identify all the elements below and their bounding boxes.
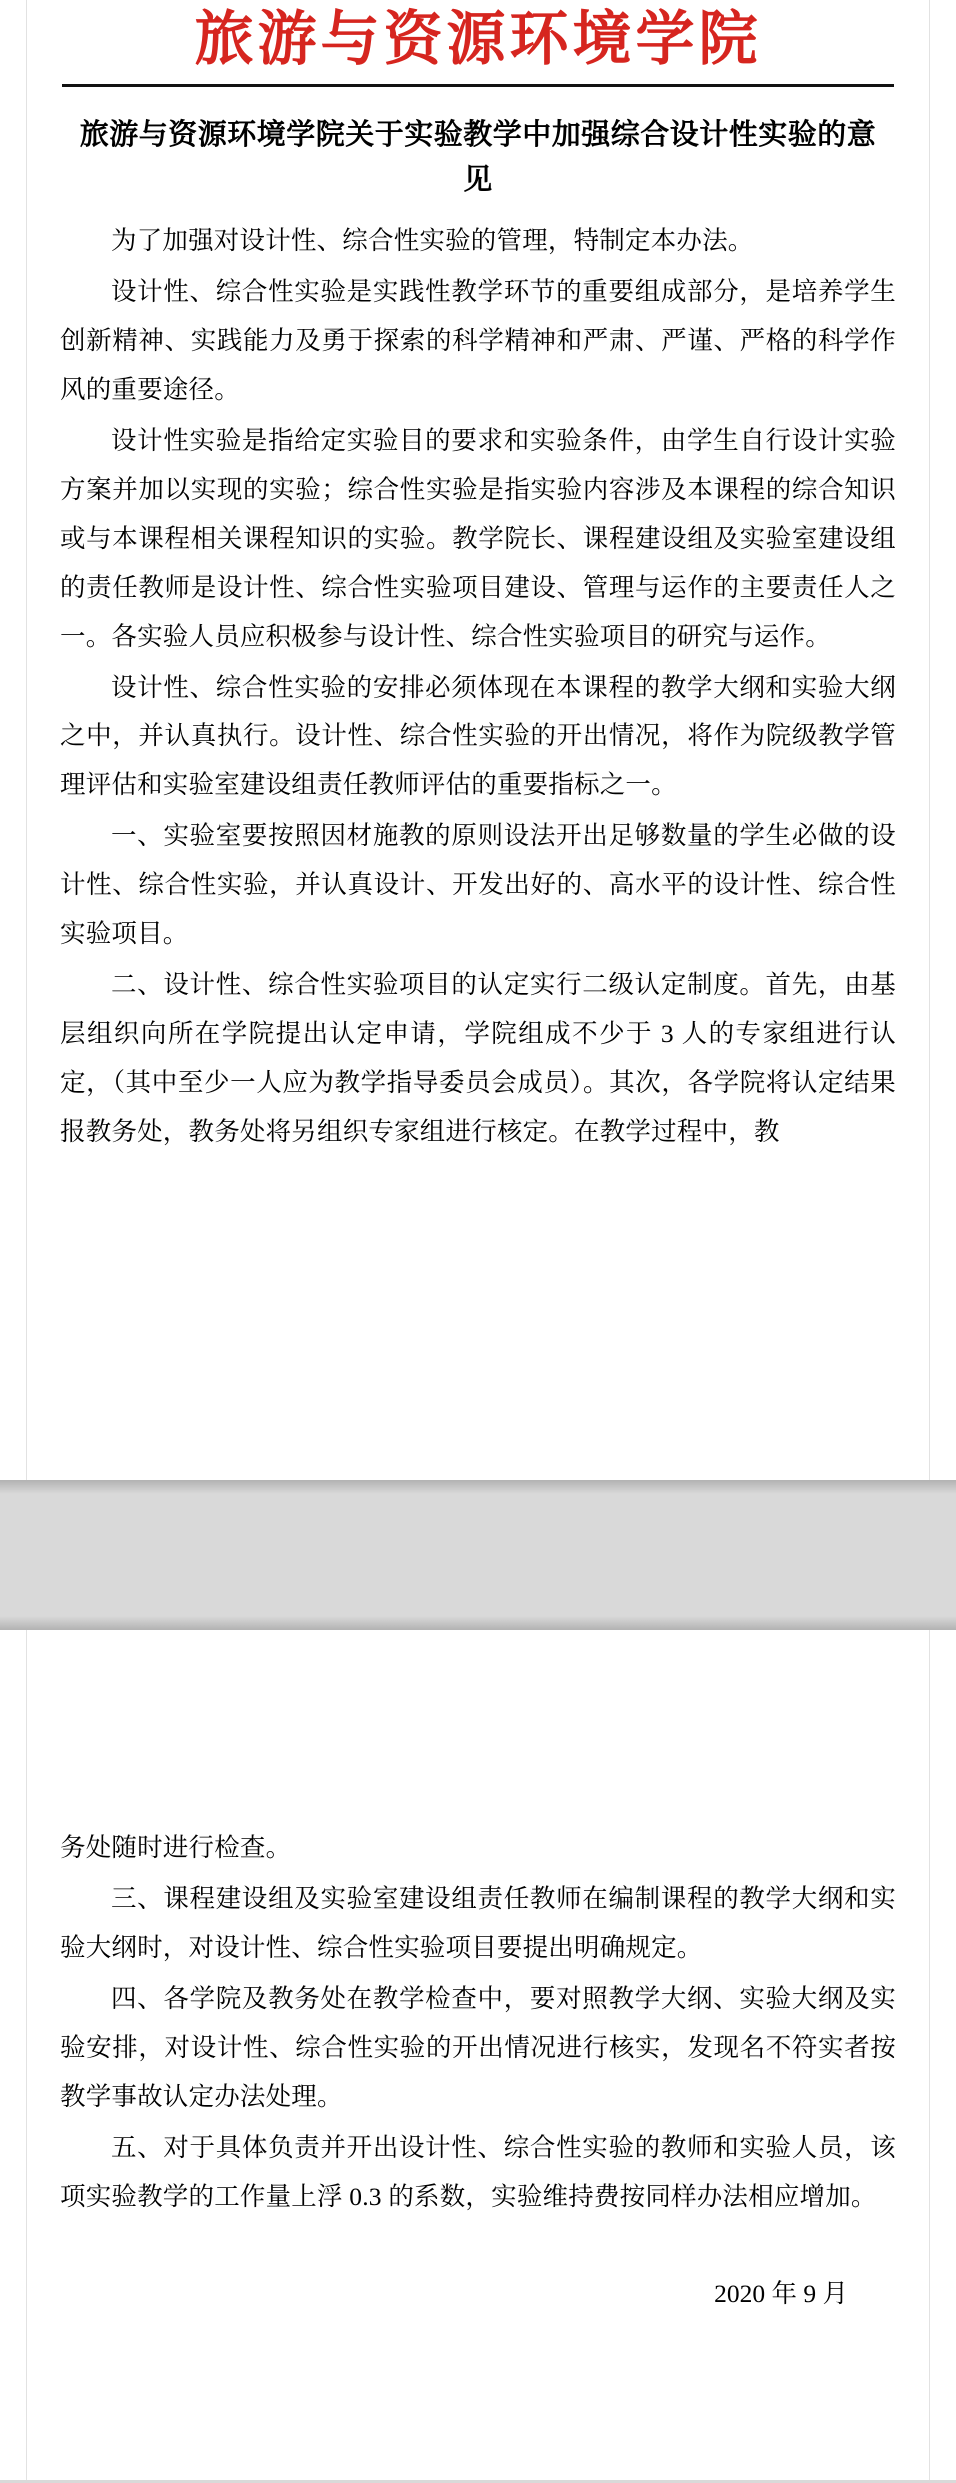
- masthead: [60, 0, 896, 87]
- paragraph: 设计性、综合性实验是实践性教学环节的重要组成部分，是培养学生创新精神、实践能力及勇于探索的科学精神和严肃、严谨、严格的科学作风的重要途径。: [60, 276, 896, 404]
- paragraph: 设计性实验是指给定实验目的要求和实验条件，由学生自行设计实验方案并加以实现的实验；综合性实验是指实验内容涉及本课程的综合知识或与本课程相关课程知识的实验。教学院长、课程建设组及实验室建设组的责任教师是设计性、综合性实验项目建设、管理与运作的主要责任人之一。各实验人员应积极参与设计性、综合性实验项目的研究与运作。: [60, 425, 896, 651]
- paragraph: 三、课程建设组及实验室建设组责任教师在编制课程的教学大纲和实验大纲时，对设计性、综合性实验项目要提出明确规定。: [60, 1883, 896, 1962]
- paragraph: 一、实验室要按照因材施教的原则设法开出足够数量的学生必做的设计性、综合性实验，并认真设计、开发出好的、高水平的设计性、综合性实验项目。: [60, 821, 896, 949]
- page-break-gap: [0, 1480, 956, 1630]
- document-page-2: [0, 1630, 956, 2480]
- page-edge-guide-left: [26, 0, 27, 1480]
- paragraph: 务处随时进行检查。: [60, 1833, 292, 1862]
- page-edge-guide-left: [26, 1630, 27, 2480]
- page-2-body: [60, 1824, 896, 2222]
- page-title: 旅游与资源环境学院关于实验教学中加强综合设计性实验的意见: [79, 119, 877, 197]
- masthead-divider: [62, 84, 894, 87]
- paragraph: 五、对于具体负责并开出设计性、综合性实验的教师和实验人员，该项实验教学的工作量上浮 0.3 的系数，实验维持费按同样办法相应增加。: [60, 2132, 896, 2211]
- paragraph: 四、各学院及教务处在教学检查中，要对照教学大纲、实验大纲及实验安排，对设计性、综合性实验的开出情况进行核实，发现名不符实者按教学事故认定办法处理。: [60, 1983, 896, 2111]
- paragraph: 为了加强对设计性、综合性实验的管理，特制定本办法。: [111, 225, 754, 255]
- page-1-body: [60, 217, 896, 1157]
- page-edge-guide-right: [929, 0, 930, 1480]
- page-edge-guide-right: [929, 1630, 930, 2480]
- paragraph: 设计性、综合性实验的安排必须体现在本课程的教学大纲和实验大纲之中，并认真执行。设计性、综合性实验的开出情况，将作为院级教学管理评估和实验室建设组责任教师评估的重要指标之一。: [60, 672, 896, 800]
- signature-date: 2020 年 9 月: [714, 2278, 848, 2308]
- paragraph: 二、设计性、综合性实验项目的认定实行二级认定制度。首先，由基层组织向所在学院提出认定申请，学院组成不少于 3 人的专家组进行认定，（其中至少一人应为教学指导委员会成员）。其次，各学院将认定结果报教务处，教务处将另组织专家组进行核定。在教学过程中，教: [60, 970, 896, 1147]
- masthead-title: 旅游与资源环境学院: [194, 6, 762, 72]
